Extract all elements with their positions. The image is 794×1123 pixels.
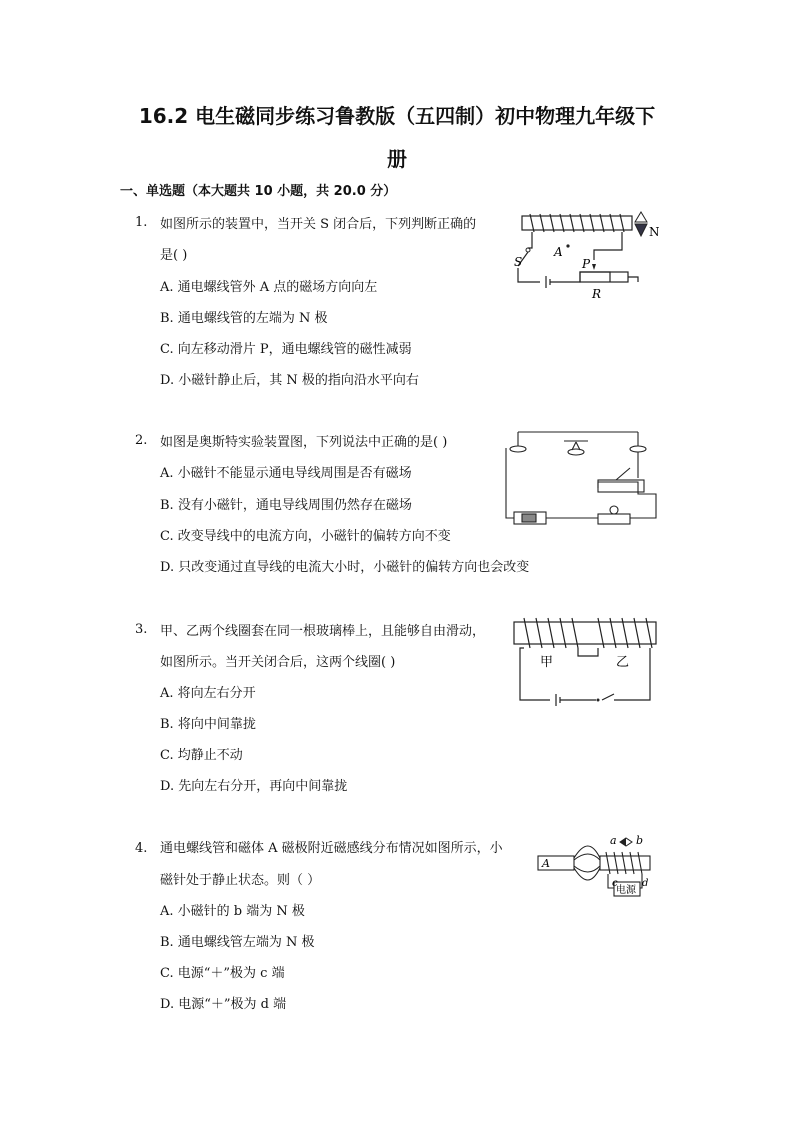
question-stem-line: 如图所示。当开关闭合后，这两个线圈( )	[160, 655, 396, 670]
label-c: c	[612, 878, 618, 889]
label-b: b	[636, 834, 644, 847]
question-stem-line: 如图是奥斯特实验装置图，下列说法中正确的是( )	[160, 435, 448, 450]
label-s: S	[514, 255, 523, 269]
option-a[interactable]: A. 小磁针的 b 端为 N 极	[160, 904, 305, 919]
question-number: 1.	[135, 215, 148, 230]
label-p: P	[582, 257, 591, 271]
label-magnet-a: A	[542, 857, 550, 870]
page-title-line1: 16.2 电生磁同步练习鲁教版（五四制）初中物理九年级下	[138, 104, 656, 128]
option-b[interactable]: B. 将向中间靠拢	[160, 717, 256, 732]
question-stem-line: 通电螺线管和磁体 A 磁极附近磁感线分布情况如图所示，小	[160, 841, 503, 856]
label-r: R	[592, 287, 602, 301]
option-b[interactable]: B. 没有小磁针，通电导线周围仍然存在磁场	[160, 498, 412, 513]
question-stem-line: 磁针处于静止状态。则（ ）	[160, 873, 321, 888]
option-a[interactable]: A. 小磁针不能显示通电导线周围是否有磁场	[160, 466, 412, 481]
option-c[interactable]: C. 改变导线中的电流方向，小磁针的偏转方向不变	[160, 529, 451, 544]
option-c[interactable]: C. 向左移动滑片 P，通电螺线管的磁性减弱	[160, 342, 412, 357]
label-yi: 乙	[616, 655, 630, 670]
page-title-line2: 册	[387, 147, 407, 171]
option-d[interactable]: D. 只改变通过直导线的电流大小时，小磁针的偏转方向也会改变	[160, 560, 530, 575]
option-b[interactable]: B. 通电螺线管左端为 N 极	[160, 935, 315, 950]
label-a: A	[554, 245, 563, 259]
question-stem-line: 如图所示的装置中，当开关 S 闭合后，下列判断正确的	[160, 217, 477, 232]
label-a: a	[610, 834, 617, 847]
label-power: 电源	[616, 885, 636, 896]
section-heading: 一、单选题（本大题共 10 小题，共 20.0 分）	[120, 184, 397, 199]
label-n: N	[649, 225, 660, 239]
option-d[interactable]: D. 小磁针静止后，其 N 极的指向沿水平向右	[160, 373, 419, 388]
option-a[interactable]: A. 将向左右分开	[160, 686, 256, 701]
solenoid-circuit-figure	[510, 210, 670, 302]
option-a[interactable]: A. 通电螺线管外 A 点的磁场方向向左	[160, 280, 378, 295]
option-b[interactable]: B. 通电螺线管的左端为 N 极	[160, 311, 328, 326]
option-c[interactable]: C. 均静止不动	[160, 748, 243, 763]
question-number: 2.	[135, 433, 148, 448]
question-stem-line: 是( )	[160, 248, 188, 263]
option-d[interactable]: D. 先向左右分开，再向中间靠拢	[160, 779, 348, 794]
option-d[interactable]: D. 电源“＋”极为 d 端	[160, 997, 287, 1012]
question-stem-line: 甲、乙两个线圈套在同一根玻璃棒上，且能够自由滑动，	[160, 624, 486, 639]
question-number: 3.	[135, 622, 148, 637]
magnet-solenoid-figure	[536, 830, 660, 906]
option-c[interactable]: C. 电源“＋”极为 c 端	[160, 966, 285, 981]
two-coils-figure	[510, 614, 660, 710]
question-number: 4.	[135, 841, 148, 856]
label-jia: 甲	[540, 655, 554, 670]
label-d: d	[642, 878, 649, 889]
oersted-experiment-figure	[498, 428, 662, 528]
